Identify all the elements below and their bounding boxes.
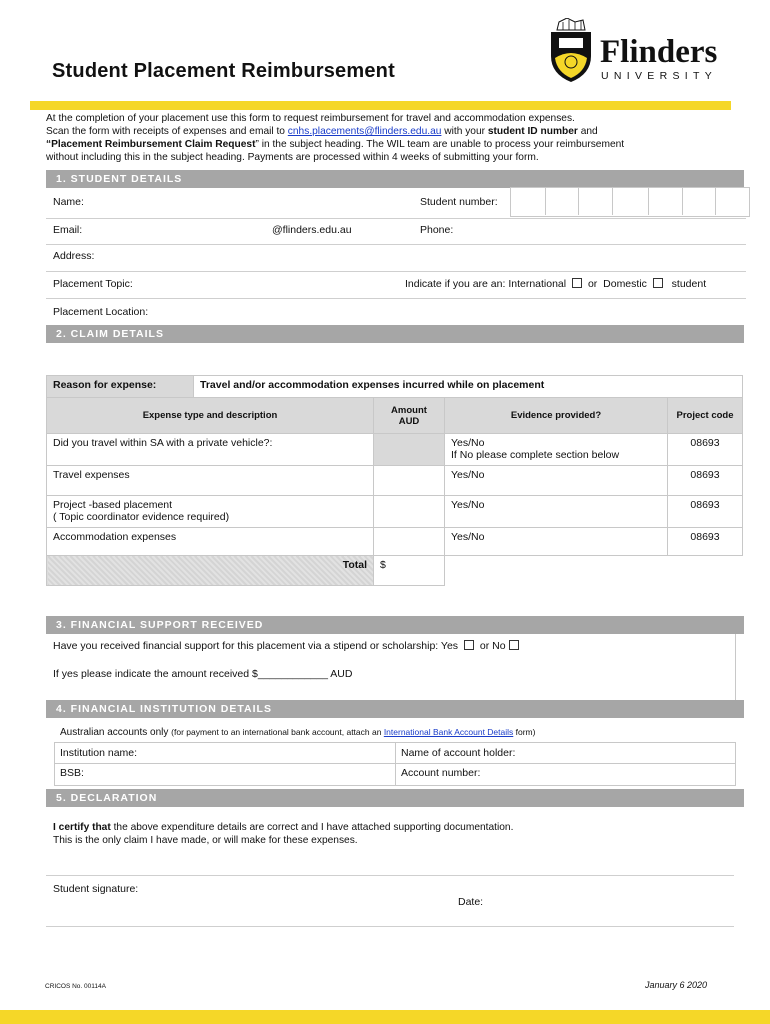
section-4-heading: 4. FINANCIAL INSTITUTION DETAILS: [46, 700, 744, 718]
footer-yellow-bar: [0, 1010, 770, 1024]
intro-text-span: Scan the form with receipts of expenses and email to: [46, 126, 288, 137]
section-2-heading: 2. CLAIM DETAILS: [46, 325, 744, 343]
certify-line-2: This is the only claim I have made, or will make for these expenses.: [53, 835, 358, 846]
placement-location-label: Placement Location:: [53, 306, 149, 318]
empty-cell: [668, 556, 743, 586]
col-amount-header: Amount AUD: [374, 398, 445, 434]
total-row: [47, 556, 743, 586]
amount-cell[interactable]: [374, 466, 445, 496]
header-yellow-bar: [30, 101, 731, 110]
support-no-checkbox[interactable]: [509, 640, 519, 650]
page-title: Student Placement Reimbursement: [52, 60, 395, 82]
reason-value: Travel and/or accommodation expenses incurred while on placement: [200, 379, 545, 391]
support-question-text: Have you received financial support for this placement via a stipend or scholarship: Yes: [53, 640, 459, 652]
intro-line-3: [46, 138, 746, 151]
project-code: 08693: [668, 528, 743, 556]
shield-logo-icon: [545, 18, 597, 84]
reason-value-cell[interactable]: [194, 376, 743, 398]
divider: [46, 926, 734, 927]
certify-line-1: [53, 822, 513, 833]
student-type-row: [405, 278, 706, 290]
intro-line-1: At the completion of your placement use this form to request reimbursement for travel and accommodation expenses.: [46, 113, 575, 124]
indicate-label: Indicate if you are an: International: [405, 278, 567, 290]
student-number-digit[interactable]: [648, 187, 682, 215]
section-1-heading: 1. STUDENT DETAILS: [46, 170, 744, 188]
reason-label-cell: [47, 376, 194, 398]
bank-note-small: (for payment to an international bank account, attach an: [171, 727, 384, 737]
expense-desc: Travel expenses: [47, 466, 374, 496]
phone-label: Phone:: [420, 224, 454, 236]
project-code: 08693: [668, 466, 743, 496]
amount-cell[interactable]: [374, 496, 445, 528]
amount-cell[interactable]: [374, 528, 445, 556]
section-5-heading: 5. DECLARATION: [46, 789, 744, 807]
expense-desc-line: Project -based placement: [53, 499, 173, 511]
evidence-value: Yes/No: [451, 437, 485, 449]
account-number-label[interactable]: Account number:: [401, 767, 481, 779]
account-holder-label[interactable]: Name of account holder:: [401, 747, 516, 759]
divider: [46, 244, 746, 245]
date-label[interactable]: Date:: [458, 896, 484, 908]
evidence-note: If No please complete section below: [451, 449, 620, 461]
international-bank-link[interactable]: International Bank Account Details: [383, 727, 514, 737]
domestic-checkbox[interactable]: [653, 278, 663, 288]
expense-desc: [47, 496, 374, 528]
table-row: [47, 466, 743, 496]
student-number-digit[interactable]: [682, 187, 716, 215]
intro-line-4: without including this in the subject heading. Payments are processed within 4 weeks of submitting your form.: [46, 152, 539, 163]
financial-support-question: [53, 640, 522, 652]
section-3-heading: 3. FINANCIAL SUPPORT RECEIVED: [46, 616, 744, 634]
logo-university: UNIVERSITY: [601, 70, 718, 82]
intro-line-2: [46, 125, 746, 138]
evidence-cell[interactable]: Yes/No: [445, 466, 668, 496]
student-number-digit[interactable]: [578, 187, 612, 215]
table-row: [47, 434, 743, 466]
university-logo: [545, 18, 740, 88]
evidence-cell[interactable]: Yes/No: [445, 528, 668, 556]
col-project-header: Project code: [668, 398, 743, 434]
col-evidence-header: Evidence provided?: [445, 398, 668, 434]
email-domain: @flinders.edu.au: [272, 224, 352, 236]
reason-label: Reason for expense:: [53, 379, 157, 391]
project-code: 08693: [668, 496, 743, 528]
total-amount[interactable]: $: [374, 556, 445, 586]
footer-date: January 6 2020: [645, 980, 708, 990]
intro-text-span: with your: [441, 126, 488, 137]
expense-desc-line: ( Topic coordinator evidence required): [53, 511, 230, 523]
institution-name-label[interactable]: Institution name:: [60, 747, 138, 759]
signature-label[interactable]: Student signature:: [53, 883, 139, 895]
international-checkbox[interactable]: [572, 278, 582, 288]
address-label: Address:: [53, 250, 95, 262]
bank-hdivider: [54, 763, 735, 764]
intro-text: [46, 112, 746, 164]
expense-desc: Did you travel within SA with a private vehicle?:: [47, 434, 374, 466]
intro-bold-span: student ID number: [487, 126, 578, 137]
email-label: Email:: [53, 224, 83, 236]
certify-bold: I certify that: [53, 822, 111, 833]
support-or-no: or No: [479, 640, 506, 652]
evidence-cell[interactable]: Yes/No: [445, 496, 668, 528]
divider: [46, 271, 746, 272]
certify-text: the above expenditure details are correct and I have attached supporting documentation.: [110, 822, 514, 833]
divider: [46, 218, 746, 219]
student-number-label: Student number:: [420, 196, 498, 208]
or-label: or: [587, 278, 598, 290]
placement-topic-label: Placement Topic:: [53, 278, 133, 290]
student-label: student: [671, 278, 707, 290]
divider: [46, 875, 734, 876]
empty-cell: [445, 556, 668, 586]
amount-received[interactable]: If yes please indicate the amount received $____________ AUD: [53, 668, 353, 680]
col-expense-header: Expense type and description: [47, 398, 374, 434]
intro-text-span: and: [577, 126, 598, 137]
bank-note: [60, 727, 535, 738]
bank-note-small: form): [513, 727, 536, 737]
email-link[interactable]: cnhs.placements@flinders.edu.au: [287, 126, 442, 137]
student-number-digit[interactable]: [715, 187, 749, 215]
name-label: Name:: [53, 196, 84, 208]
evidence-cell[interactable]: [445, 434, 668, 466]
project-code: 08693: [668, 434, 743, 466]
support-yes-checkbox[interactable]: [464, 640, 474, 650]
claim-table: [46, 375, 743, 586]
table-row: [47, 528, 743, 556]
logo-wordmark: Flinders: [600, 34, 718, 70]
total-label: Total: [47, 556, 374, 586]
expense-desc: Accommodation expenses: [47, 528, 374, 556]
domestic-label: Domestic: [603, 278, 647, 290]
amount-cell[interactable]: [374, 434, 445, 466]
intro-bold-span: “Placement Reimbursement Claim Request: [46, 139, 256, 150]
cricos-number: CRICOS No. 00114A: [45, 983, 106, 990]
intro-text-span: ” in the subject heading. The WIL team are unable to process your reimbursement: [255, 139, 625, 150]
bank-note-main: Australian accounts only: [60, 727, 172, 738]
bsb-label[interactable]: BSB:: [60, 767, 84, 779]
student-number-digit[interactable]: [612, 187, 646, 215]
table-row: [47, 496, 743, 528]
divider: [46, 298, 746, 299]
student-number-digit[interactable]: [545, 187, 579, 215]
